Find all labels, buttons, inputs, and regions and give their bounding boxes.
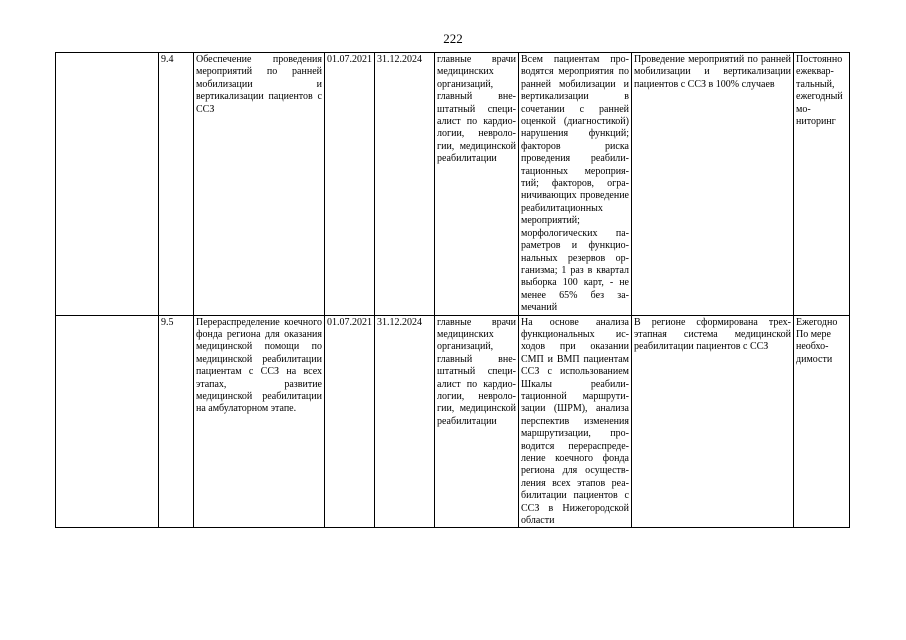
- frequency-cell: Постоянно ежеквартальный, ежегодный мониторинг: [794, 53, 850, 316]
- item-number: 9.5: [159, 315, 194, 528]
- result-cell: Проведение мероприятий по ранней мобилизации и вертикализации пациентов с ССЗ в 100% случаев: [632, 53, 794, 316]
- table-row: [56, 53, 850, 316]
- result-cell: В регионе сформирована трехэтапная система медицинской реабилитации пациентов с ССЗ: [632, 315, 794, 528]
- responsible-cell: главные врачи медицинских организаций, главный внештатный специалист по кардиологии, неврологии, медицинской реабилитации: [435, 315, 519, 528]
- description-cell: Всем пациентам проводятся мероприятия по ранней мобилизации и вертикализации в сочетании с ранней оценкой (диагностикой) нарушения функций; факторов риска проведения реабилитационных мероприятий; факторов, ограничивающих проведение реабилитационных мероприятий; морфологических параметров и функциональных резервов организма; 1 раз в квартал выборка 100 карт, - не менее 65% без замечаний: [519, 53, 632, 316]
- table-row: [56, 315, 850, 528]
- start-date-cell: 01.07.2021: [325, 53, 375, 316]
- start-date-cell: 01.07.2021: [325, 315, 375, 528]
- item-number: 9.4: [159, 53, 194, 316]
- activity-cell: Обеспечение проведения мероприятий по ранней мобилизации и вертикализации пациентов с ССЗ: [194, 53, 325, 316]
- row-blank-cell: [56, 315, 159, 528]
- page-number: 222: [443, 31, 463, 46]
- description-cell: На основе анализа функциональных исходов при оказании СМП и ВМП пациентам ССЗ с использованием Шкалы реабилитационной маршрутизации (ШРМ), анализа перспектив изменения маршрутизации, проводится перераспределение коечного фонда региона для осуществления всех этапов реабилитации пациентов с ССЗ в Нижегородской области: [519, 315, 632, 528]
- plan-table: [55, 52, 850, 528]
- activity-cell: Перераспределение коечного фонда региона для оказания медицинской помощи по медицинской реабилитации пациентам с ССЗ на всех этапах, развитие медицинской реабилитации на амбулаторном этапе.: [194, 315, 325, 528]
- row-blank-cell: [56, 53, 159, 316]
- end-date-cell: 31.12.2024: [375, 315, 435, 528]
- end-date-cell: 31.12.2024: [375, 53, 435, 316]
- responsible-cell: главные врачи медицинских организаций, главный внештатный специалист по кардиологии, неврологии, медицинской реабилитации: [435, 53, 519, 316]
- frequency-cell: Ежегодно По мере необходимости: [794, 315, 850, 528]
